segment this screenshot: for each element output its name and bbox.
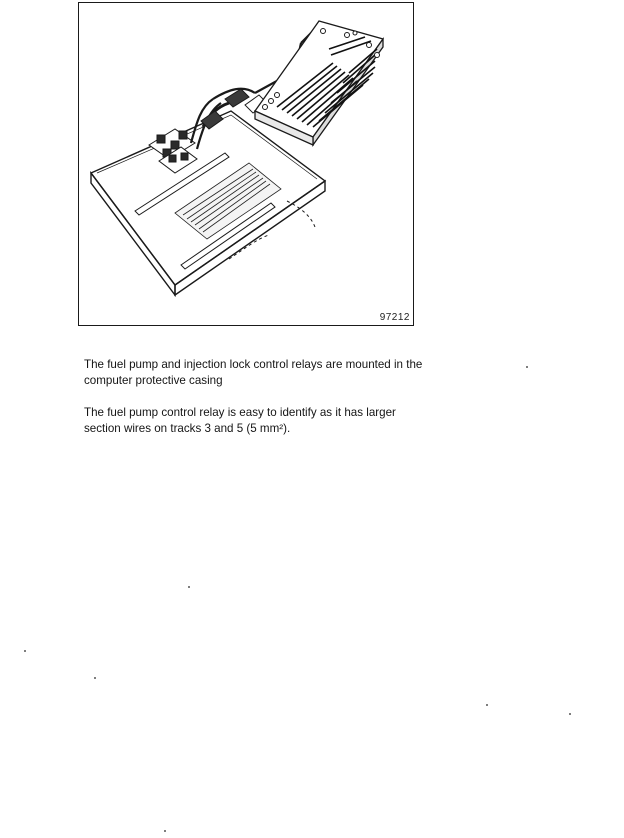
scan-speck [569, 713, 571, 715]
caption-relay-identification: The fuel pump control relay is easy to identify as it has larger section wires on tracks 3 and 5 (5 mm²). [84, 406, 396, 435]
scan-speck [486, 704, 488, 706]
relay-casing-illustration [79, 3, 412, 324]
caption-relay-location: The fuel pump and injection lock control relays are mounted in the computer protective casing [84, 358, 423, 387]
scan-speck [164, 830, 166, 832]
scan-speck [94, 677, 96, 679]
scan-speck [24, 650, 26, 652]
figure-frame [78, 2, 414, 326]
scan-speck [188, 586, 190, 588]
figure-number: 97212 [379, 312, 410, 323]
scan-speck [526, 366, 528, 368]
